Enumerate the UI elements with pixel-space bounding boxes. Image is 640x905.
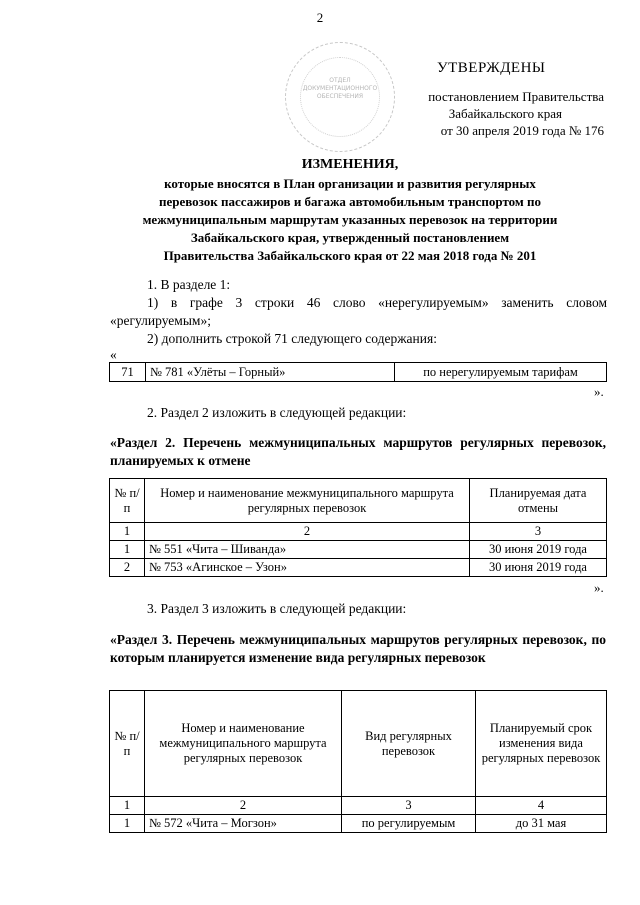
section3-intro: 3. Раздел 3 изложить в следующей редакции: <box>147 601 407 616</box>
cell-date: 30 июня 2019 года <box>470 541 607 559</box>
section2-intro: 2. Раздел 2 изложить в следующей редакции: <box>147 405 407 420</box>
colnum-3: 3 <box>342 797 476 815</box>
section1-close-quote: ». <box>594 384 604 399</box>
approval-line-2: Забайкальского края <box>448 106 562 121</box>
heading-line-4: Забайкальского края, утвержденный постановлением <box>190 230 510 245</box>
approval-title: УТВЕРЖДЕНЫ <box>437 60 546 76</box>
heading-line-3: межмуниципальным маршрутам указанных перевозок на территории <box>142 212 558 227</box>
heading-line-1: которые вносятся в План организации и развития регулярных <box>164 176 536 191</box>
approval-line-1: постановлением Правительства <box>428 89 604 104</box>
cell-date: 30 июня 2019 года <box>470 559 607 577</box>
section1-row-table <box>109 362 607 382</box>
open-quote: « <box>110 347 117 362</box>
header-number: № п/п <box>110 479 145 523</box>
table-row <box>110 363 607 382</box>
section2-close-quote: ». <box>594 580 604 595</box>
header-change-term: Планируемый срок изменения вида регулярных перевозок <box>476 691 607 797</box>
table-row <box>110 815 607 833</box>
cell-type: по регулируемым <box>342 815 476 833</box>
changes-title: ИЗМЕНЕНИЯ, <box>301 157 399 172</box>
section1-paragraph-2b: «регулируемым»; <box>110 313 211 328</box>
section3-table <box>109 690 607 833</box>
section1-paragraph-3: 2) дополнить строкой 71 следующего содержания: <box>147 331 437 346</box>
table-column-numbers <box>110 797 607 815</box>
colnum-2: 2 <box>145 523 470 541</box>
cell-route: № 753 «Агинское – Узон» <box>145 559 470 577</box>
section1-paragraph-1: 1. В разделе 1: <box>147 277 231 292</box>
cell-route: № 551 «Чита – Шиванда» <box>145 541 470 559</box>
approval-line-3: от 30 апреля 2019 года № 176 <box>440 123 604 138</box>
official-seal-stamp: ОТДЕЛ ДОКУМЕНТАЦИОННОГО ОБЕСПЕЧЕНИЯ <box>285 42 395 152</box>
header-number: № п/п <box>110 691 145 797</box>
colnum-1: 1 <box>110 797 145 815</box>
colnum-2: 2 <box>145 797 342 815</box>
page-number: 2 <box>316 10 324 25</box>
header-route: Номер и наименование межмуниципального маршрута регулярных перевозок <box>145 479 470 523</box>
cell-term: до 31 мая <box>476 815 607 833</box>
heading-line-2: перевозок пассажиров и багажа автомобильным транспортом по <box>158 194 542 209</box>
cell-number: 71 <box>110 363 146 382</box>
section3-title: «Раздел 3. Перечень межмуниципальных маршрутов регулярных перевозок, по которым планируется изменение вида регулярных перевозок <box>110 632 606 665</box>
table-header-row <box>110 691 607 797</box>
header-route: Номер и наименование межмуниципального маршрута регулярных перевозок <box>145 691 342 797</box>
heading-line-5: Правительства Забайкальского края от 22 мая 2018 года № 201 <box>163 248 537 263</box>
cell-route: № 572 «Чита – Могзон» <box>145 815 342 833</box>
section2-table <box>109 478 607 577</box>
table-column-numbers <box>110 523 607 541</box>
header-date: Планируемая дата отмены <box>470 479 607 523</box>
cell-route: № 781 «Улёты – Горный» <box>146 363 395 382</box>
cell-number: 1 <box>110 815 145 833</box>
table-row <box>110 559 607 577</box>
colnum-3: 3 <box>470 523 607 541</box>
cell-type: по нерегулируемым тарифам <box>395 363 607 382</box>
colnum-4: 4 <box>476 797 607 815</box>
table-row <box>110 541 607 559</box>
table-header-row <box>110 479 607 523</box>
section1-paragraph-2a: 1) в графе 3 строки 46 слово «нерегулируемым» заменить словом <box>147 295 607 310</box>
header-type: Вид регулярных перевозок <box>342 691 476 797</box>
cell-number: 1 <box>110 541 145 559</box>
section2-title: «Раздел 2. Перечень межмуниципальных маршрутов регулярных перевозок, планируемых к отмене <box>110 435 606 468</box>
colnum-1: 1 <box>110 523 145 541</box>
cell-number: 2 <box>110 559 145 577</box>
